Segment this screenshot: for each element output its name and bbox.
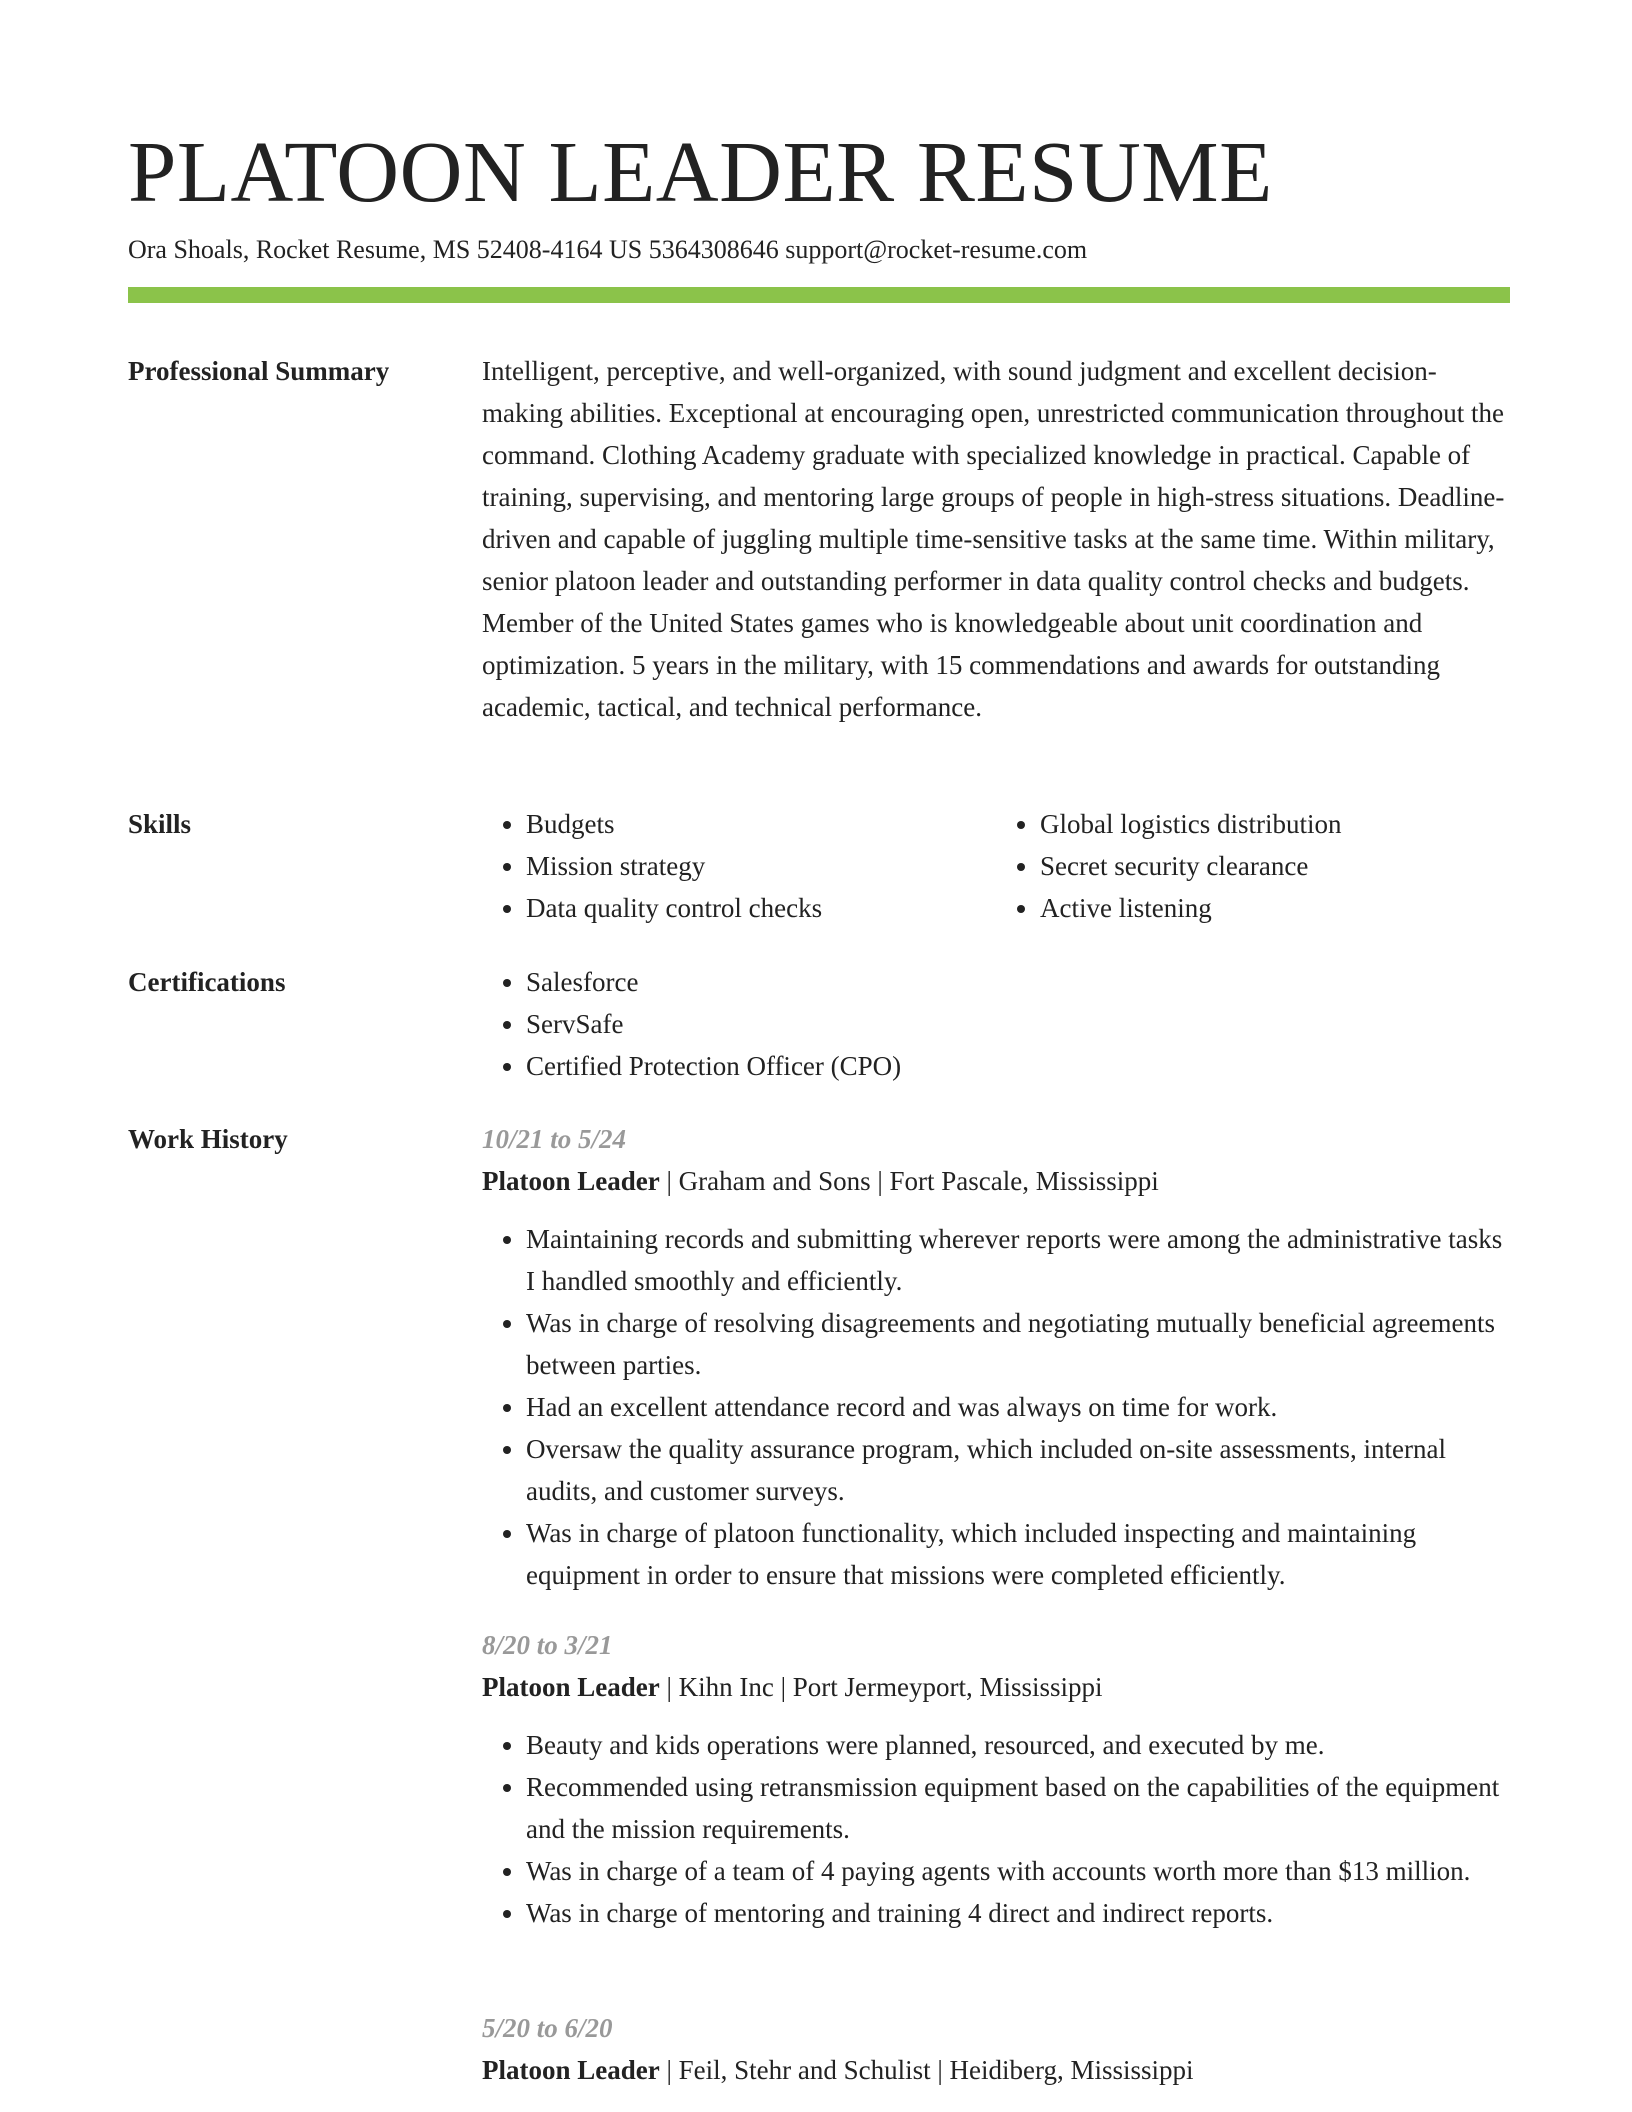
job-bullet: • Beauty and kids operations were planned, resourced, and executed by me. (526, 1724, 1510, 1766)
job-entry (482, 2007, 1510, 2091)
accent-divider (128, 287, 1510, 303)
summary-body (482, 350, 1510, 728)
job-details: | Feil, Stehr and Schulist | Heidiberg, Mississippi (659, 2055, 1194, 2085)
summary-label: Professional Summary (128, 356, 390, 386)
job-entry (482, 1118, 1510, 1596)
job-date: 5/20 to 6/20 (482, 2013, 613, 2043)
certification-item: • Certified Protection Officer (CPO) (526, 1045, 1510, 1087)
job-bullet: • Was in charge of platoon functionality, which included inspecting and maintaining equipment in order to ensure that missions were completed efficiently. (526, 1512, 1510, 1596)
job-details: | Kihn Inc | Port Jermeyport, Mississippi (659, 1672, 1103, 1702)
skill-item: • Active listening (1040, 887, 1510, 929)
skill-item: • Data quality control checks (526, 887, 996, 929)
skills-list-left (482, 803, 996, 929)
job-entry-3-wrapper (482, 2007, 1510, 2091)
skill-item: • Secret security clearance (1040, 845, 1510, 887)
job-heading (482, 2049, 1510, 2091)
certification-item: • ServSafe (526, 1003, 1510, 1045)
certifications-body (482, 961, 1510, 1087)
job-bullet: • Maintaining records and submitting wherever reports were among the administrative tasks I handled smoothly and efficiently. (526, 1218, 1510, 1302)
job-bullets (482, 1724, 1510, 1934)
job-bullet: • Had an excellent attendance record and was always on time for work. (526, 1386, 1510, 1428)
job-bullet: • Was in charge of a team of 4 paying agents with accounts worth more than $13 million. (526, 1850, 1510, 1892)
job-details: | Graham and Sons | Fort Pascale, Mississippi (659, 1166, 1159, 1196)
skills-list-right (996, 803, 1510, 929)
skill-item: • Global logistics distribution (1040, 803, 1510, 845)
job-bullet: • Recommended using retransmission equipment based on the capabilities of the equipment and the mission requirements. (526, 1766, 1510, 1850)
job-date: 10/21 to 5/24 (482, 1124, 627, 1154)
certifications-label: Certifications (128, 967, 286, 997)
job-entry (482, 1624, 1510, 1934)
summary-text: Intelligent, perceptive, and well-organized, with sound judgment and excellent decision-making abilities. Exceptional at encouraging open, unrestricted communication throughout the command. Clothing Academy graduate with specialized knowledge in practical. Capable of training, supervising, and mentoring large groups of people in high-stress situations. Deadline-driven and capable of juggling multiple time-sensitive tasks at the same time. Within military, senior platoon leader and outstanding performer in data quality control checks and budgets. Member of the United States games who is knowledgeable about unit coordination and optimization. 5 years in the military, with 15 commendations and awards for outstanding academic, tactical, and technical performance. (482, 356, 1505, 722)
certifications-list (482, 961, 1510, 1087)
work-history-label: Work History (128, 1124, 288, 1154)
job-heading (482, 1666, 1510, 1708)
job-title: Platoon Leader (482, 1166, 660, 1196)
job-title: Platoon Leader (482, 1672, 660, 1702)
job-title: Platoon Leader (482, 2055, 660, 2085)
skill-item: • Mission strategy (526, 845, 996, 887)
work-history-body (482, 1118, 1510, 1596)
job-heading (482, 1160, 1510, 1202)
job-bullet: • Was in charge of resolving disagreements and negotiating mutually beneficial agreements between parties. (526, 1302, 1510, 1386)
job-bullets (482, 1218, 1510, 1596)
job-entry-2-wrapper (482, 1624, 1510, 1934)
job-bullet: • Oversaw the quality assurance program, which included on-site assessments, internal audits, and customer surveys. (526, 1428, 1510, 1512)
skills-body (482, 803, 1510, 929)
job-date: 8/20 to 3/21 (482, 1630, 613, 1660)
contact-line: Ora Shoals, Rocket Resume, MS 52408-4164 US 5364308646 support@rocket-resume.com (128, 235, 1088, 264)
skill-item: • Budgets (526, 803, 996, 845)
resume-title: PLATOON LEADER RESUME (128, 123, 1273, 220)
skills-label: Skills (128, 809, 192, 839)
certification-item: • Salesforce (526, 961, 1510, 1003)
job-bullet: • Was in charge of mentoring and training 4 direct and indirect reports. (526, 1892, 1510, 1934)
